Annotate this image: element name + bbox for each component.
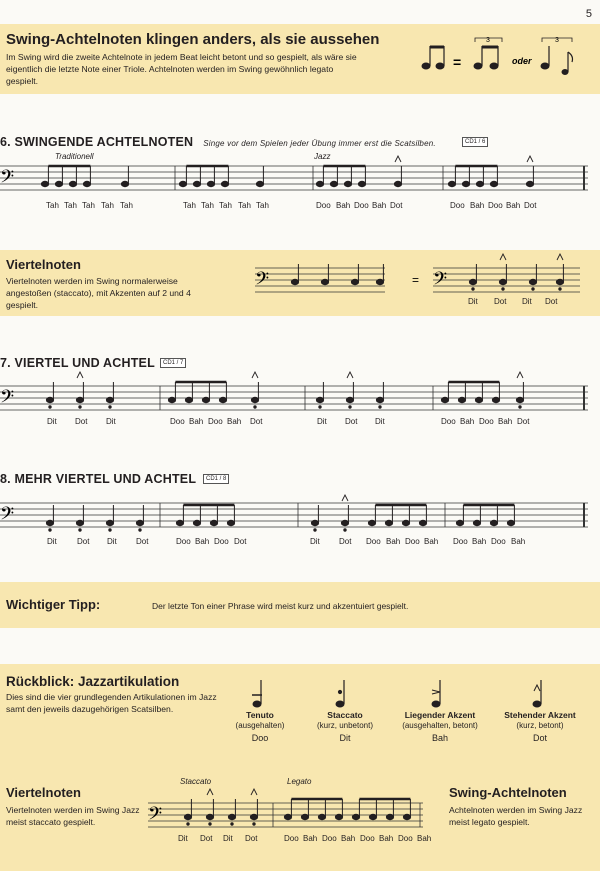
scat-syllable: Bah	[189, 417, 204, 426]
staccato-dot	[79, 406, 81, 408]
scat-syllable: Tah	[219, 201, 232, 210]
articulation-name: Staccato	[327, 710, 363, 720]
scat-syllable: Doo	[214, 537, 229, 546]
staccato-dot	[209, 823, 211, 825]
note-head	[227, 520, 234, 525]
style-label-jazz: Jazz	[314, 152, 331, 161]
note-head	[369, 814, 376, 819]
scat-syllable: Tah	[120, 201, 133, 210]
staccato-dot	[109, 529, 111, 531]
note-head	[476, 181, 483, 186]
equals-sign: =	[412, 273, 420, 287]
articulation-name: Liegender Akzent	[404, 710, 476, 720]
tip-text: Der letzte Ton einer Phrase wird meist kurz und akzentuiert gespielt.	[152, 601, 409, 611]
articulation-description: (kurz, betont)	[516, 721, 564, 730]
scat-syllable: Dit	[178, 834, 188, 843]
scat-syllable: Bah	[424, 537, 439, 546]
scat-syllable: Bah	[372, 201, 387, 210]
note-head	[318, 814, 325, 819]
bass-clef-icon: 𝄢	[0, 387, 15, 412]
triplet-number-2: 3	[555, 37, 559, 44]
accent-mark	[252, 372, 258, 378]
scat-syllable: Doo	[360, 834, 375, 843]
scat-syllable: Doo	[479, 417, 494, 426]
triplet-number: 3	[486, 37, 490, 44]
scat-syllable: Dot	[524, 201, 537, 210]
staff-exercise-8	[0, 503, 600, 533]
note-head	[210, 520, 217, 525]
staccato-dot	[349, 406, 351, 408]
note-head	[284, 814, 291, 819]
note-head	[206, 814, 213, 819]
bass-clef-icon: 𝄢	[148, 804, 163, 829]
scat-syllable: Tah	[201, 201, 214, 210]
staccato-dot	[519, 406, 521, 408]
note-head	[386, 814, 393, 819]
note-head	[46, 520, 53, 525]
note-head	[352, 814, 359, 819]
accent-mark	[77, 372, 83, 378]
staccato-dot	[254, 406, 256, 408]
style-label-traditional: Traditionell	[55, 152, 94, 161]
note-head	[385, 520, 392, 525]
note-head	[490, 181, 497, 186]
note-head	[458, 397, 465, 402]
scat-syllable: Tah	[101, 201, 114, 210]
staccato-dot	[472, 288, 474, 290]
accent-mark	[342, 495, 348, 501]
scat-syllable: Bah	[336, 201, 351, 210]
review-title: Rückblick: Jazzartikulation	[6, 674, 180, 689]
scat-syllable: Tah	[256, 201, 269, 210]
note-head	[179, 181, 186, 186]
scat-syllable: Tah	[64, 201, 77, 210]
scat-syllable: Dit	[47, 417, 57, 426]
exercise-6-heading: 6. SWINGENDE ACHTELNOTEN	[0, 135, 194, 149]
articulation-name: Tenuto	[246, 710, 274, 720]
note-head	[402, 520, 409, 525]
note-head	[256, 181, 263, 186]
staccato-dot	[231, 823, 233, 825]
note-head	[176, 520, 183, 525]
articulation-notes	[0, 670, 600, 710]
staccato-dot	[49, 406, 51, 408]
scat-syllable: Bah	[472, 537, 487, 546]
scat-syllable: Dot	[136, 537, 149, 546]
staccato-dot	[344, 529, 346, 531]
note-head	[344, 181, 351, 186]
scat-syllable: Bah	[379, 834, 394, 843]
note-head	[507, 520, 514, 525]
scat-syllable: Dot	[494, 297, 507, 306]
bottom-left-text: Viertelnoten werden im Swing Jazz meist staccato gespielt.	[6, 805, 140, 827]
note-head	[529, 279, 536, 284]
note-head	[193, 520, 200, 525]
note-head	[168, 397, 175, 402]
scat-syllable: Doo	[284, 834, 299, 843]
note-head	[456, 520, 463, 525]
scat-syllable: Dot	[545, 297, 558, 306]
scat-syllable: Dot	[234, 537, 247, 546]
scat-syllable: Doo	[450, 201, 465, 210]
note-head	[76, 397, 83, 402]
staccato-label: Staccato	[180, 777, 212, 786]
note-head	[499, 279, 506, 284]
note-head	[291, 279, 298, 284]
exercise-8-title: 8. MEHR VIERTEL UND ACHTEL	[0, 472, 197, 486]
note-head	[207, 181, 214, 186]
bass-clef-icon: 𝄢	[255, 269, 270, 294]
articulation-description: (ausgehalten)	[235, 721, 285, 730]
note-head	[346, 397, 353, 402]
note-head	[221, 181, 228, 186]
bass-clef-icon-2: 𝄢	[433, 269, 448, 294]
note-head	[251, 397, 258, 402]
cd-track-badge: CD1 / 6	[462, 137, 488, 147]
note-head	[475, 397, 482, 402]
page-number: 5	[585, 8, 592, 20]
scat-syllable: Bah	[341, 834, 356, 843]
staccato-dot	[187, 823, 189, 825]
staff-quarter	[255, 268, 590, 298]
scat-syllable: Doo	[441, 417, 456, 426]
scat-syllable: Bah	[303, 834, 318, 843]
articulation-syllable: Dot	[532, 733, 547, 743]
swing-eighth-notation	[420, 34, 590, 84]
scat-syllable: Doo	[453, 537, 468, 546]
note-head	[448, 181, 455, 186]
note-head	[83, 181, 90, 186]
scat-syllable: Dit	[107, 537, 117, 546]
staccato-dot	[559, 288, 561, 290]
accent-mark	[395, 156, 401, 162]
quarter-text: Viertelnoten werden im Swing normalerweise angestoßen (staccato), mit Akzenten auf 2 und 4 gespielt.	[6, 276, 191, 310]
scat-syllable: Doo	[488, 201, 503, 210]
note-head	[490, 520, 497, 525]
staccato-dot	[109, 406, 111, 408]
staccato-dot	[319, 406, 321, 408]
note-head	[316, 181, 323, 186]
scat-syllable: Dit	[47, 537, 57, 546]
staccato-dot	[139, 529, 141, 531]
note-head	[376, 279, 383, 284]
note-head	[492, 397, 499, 402]
note-head	[219, 397, 226, 402]
staccato-dot	[532, 288, 534, 290]
note-head	[202, 397, 209, 402]
note-head	[321, 279, 328, 284]
bottom-right-title: Swing-Achtelnoten	[449, 785, 567, 800]
scat-syllable: Dit	[106, 417, 116, 426]
note-head	[441, 397, 448, 402]
bass-clef-icon: 𝄢	[0, 504, 15, 529]
scat-syllable: Doo	[354, 201, 369, 210]
scat-syllable: Doo	[491, 537, 506, 546]
scat-syllable: Tah	[82, 201, 95, 210]
note-head	[469, 279, 476, 284]
staff-exercise-6	[0, 166, 600, 196]
note-head	[228, 814, 235, 819]
accent-mark	[527, 156, 533, 162]
note-head	[376, 397, 383, 402]
note-head	[250, 814, 257, 819]
note-head	[185, 397, 192, 402]
scat-syllable: Doo	[322, 834, 337, 843]
bottom-left-title: Viertelnoten	[6, 785, 81, 800]
scat-syllable: Dit	[522, 297, 532, 306]
bottom-right-text: Achtelnoten werden im Swing Jazz meist legato gespielt.	[449, 805, 583, 827]
scat-syllable: Bah	[506, 201, 521, 210]
legato-label: Legato	[287, 777, 312, 786]
staff-exercise-7	[0, 386, 600, 416]
note-head	[69, 181, 76, 186]
note-head	[193, 181, 200, 186]
staccato-dot	[314, 529, 316, 531]
scat-syllable: Dit	[310, 537, 320, 546]
scat-syllable: Bah	[511, 537, 526, 546]
scat-syllable: Dot	[345, 417, 358, 426]
note-head	[301, 814, 308, 819]
scat-syllable: Dit	[375, 417, 385, 426]
intro-text: Im Swing wird die zweite Achtelnote in jedem Beat leicht betont und so gespielt, als wäre sie eigentlich die letzte Note einer Triole. Achtelnoten werden im Swing gewöhnlich legato gespielt.	[6, 52, 357, 86]
scat-syllable: Dot	[200, 834, 213, 843]
oder-label: oder	[512, 56, 532, 66]
note-head	[41, 181, 48, 186]
scat-syllable: Tah	[183, 201, 196, 210]
equals-sign: =	[453, 54, 462, 70]
articulation-syllable: Doo	[251, 733, 269, 743]
scat-syllable: Dot	[245, 834, 258, 843]
scat-syllable: Dit	[468, 297, 478, 306]
scat-syllable: Bah	[195, 537, 210, 546]
note-head	[368, 520, 375, 525]
cd-track-badge-8: CD1 / 8	[203, 474, 229, 484]
scat-syllable: Bah	[417, 834, 432, 843]
scat-syllable: Doo	[170, 417, 185, 426]
staccato-dot	[79, 529, 81, 531]
scat-syllable: Doo	[405, 537, 420, 546]
exercise-6-instruction: Singe vor dem Spielen jeder Übung immer erst die Scatsilben.	[203, 139, 436, 148]
review-text: Dies sind die vier grundlegenden Artikulationen im Jazz samt den jeweils dazugehörigen Scatsilben.	[6, 692, 217, 714]
exercise-6-title	[0, 135, 436, 149]
scat-syllable: Doo	[316, 201, 331, 210]
scat-syllable: Bah	[386, 537, 401, 546]
scat-syllable: Dit	[317, 417, 327, 426]
scat-syllable: Dot	[250, 417, 263, 426]
staccato-dot	[379, 406, 381, 408]
staccato-dot	[502, 288, 504, 290]
scat-syllable: Bah	[460, 417, 475, 426]
note-head	[311, 520, 318, 525]
note-head	[106, 397, 113, 402]
note-head	[335, 814, 342, 819]
scat-syllable: Doo	[208, 417, 223, 426]
articulation-syllable: Bah	[431, 733, 448, 743]
scat-syllable: Bah	[470, 201, 485, 210]
scat-syllable: Doo	[176, 537, 191, 546]
scat-syllable: Dot	[75, 417, 88, 426]
scat-syllable: Dot	[339, 537, 352, 546]
note-head	[403, 814, 410, 819]
accent-mark	[517, 372, 523, 378]
bass-clef-icon: 𝄢	[0, 167, 15, 192]
scat-syllable: Tah	[238, 201, 251, 210]
note-head	[341, 520, 348, 525]
staccato-dot	[253, 823, 255, 825]
scat-syllable: Dit	[223, 834, 233, 843]
scat-syllable: Doo	[398, 834, 413, 843]
articulation-syllable: Dit	[339, 733, 351, 743]
cd-track-badge-7: CD1 / 7	[160, 358, 186, 368]
note-head	[121, 181, 128, 186]
note-head	[394, 181, 401, 186]
staff-bottom	[148, 803, 428, 833]
note-head	[358, 181, 365, 186]
tip-title: Wichtiger Tipp:	[6, 597, 101, 612]
note-head	[462, 181, 469, 186]
scat-syllable: Dot	[77, 537, 90, 546]
note-head	[106, 520, 113, 525]
scat-syllable: Dot	[390, 201, 403, 210]
note-head	[526, 181, 533, 186]
note-head	[419, 520, 426, 525]
note-head	[184, 814, 191, 819]
note-head	[351, 279, 358, 284]
note-head	[46, 397, 53, 402]
scat-syllable: Tah	[46, 201, 59, 210]
note-head	[556, 279, 563, 284]
note-head	[55, 181, 62, 186]
note-head	[516, 397, 523, 402]
scat-syllable: Bah	[227, 417, 242, 426]
intro-title: Swing-Achtelnoten klingen anders, als sie aussehen	[6, 31, 380, 48]
note-head	[76, 520, 83, 525]
staccato-dot	[49, 529, 51, 531]
scat-syllable: Bah	[498, 417, 513, 426]
exercise-7-title: 7. VIERTEL UND ACHTEL	[0, 356, 155, 370]
note-head	[330, 181, 337, 186]
articulation-description: (kurz, unbetont)	[316, 721, 374, 730]
articulation-description: (ausgehalten, betont)	[402, 721, 478, 730]
articulation-name: Stehender Akzent	[504, 710, 576, 720]
scat-syllable: Doo	[366, 537, 381, 546]
quarter-title: Viertelnoten	[6, 257, 81, 272]
note-head	[473, 520, 480, 525]
note-head	[136, 520, 143, 525]
scat-syllable: Dot	[517, 417, 530, 426]
note-head	[316, 397, 323, 402]
accent-mark	[347, 372, 353, 378]
